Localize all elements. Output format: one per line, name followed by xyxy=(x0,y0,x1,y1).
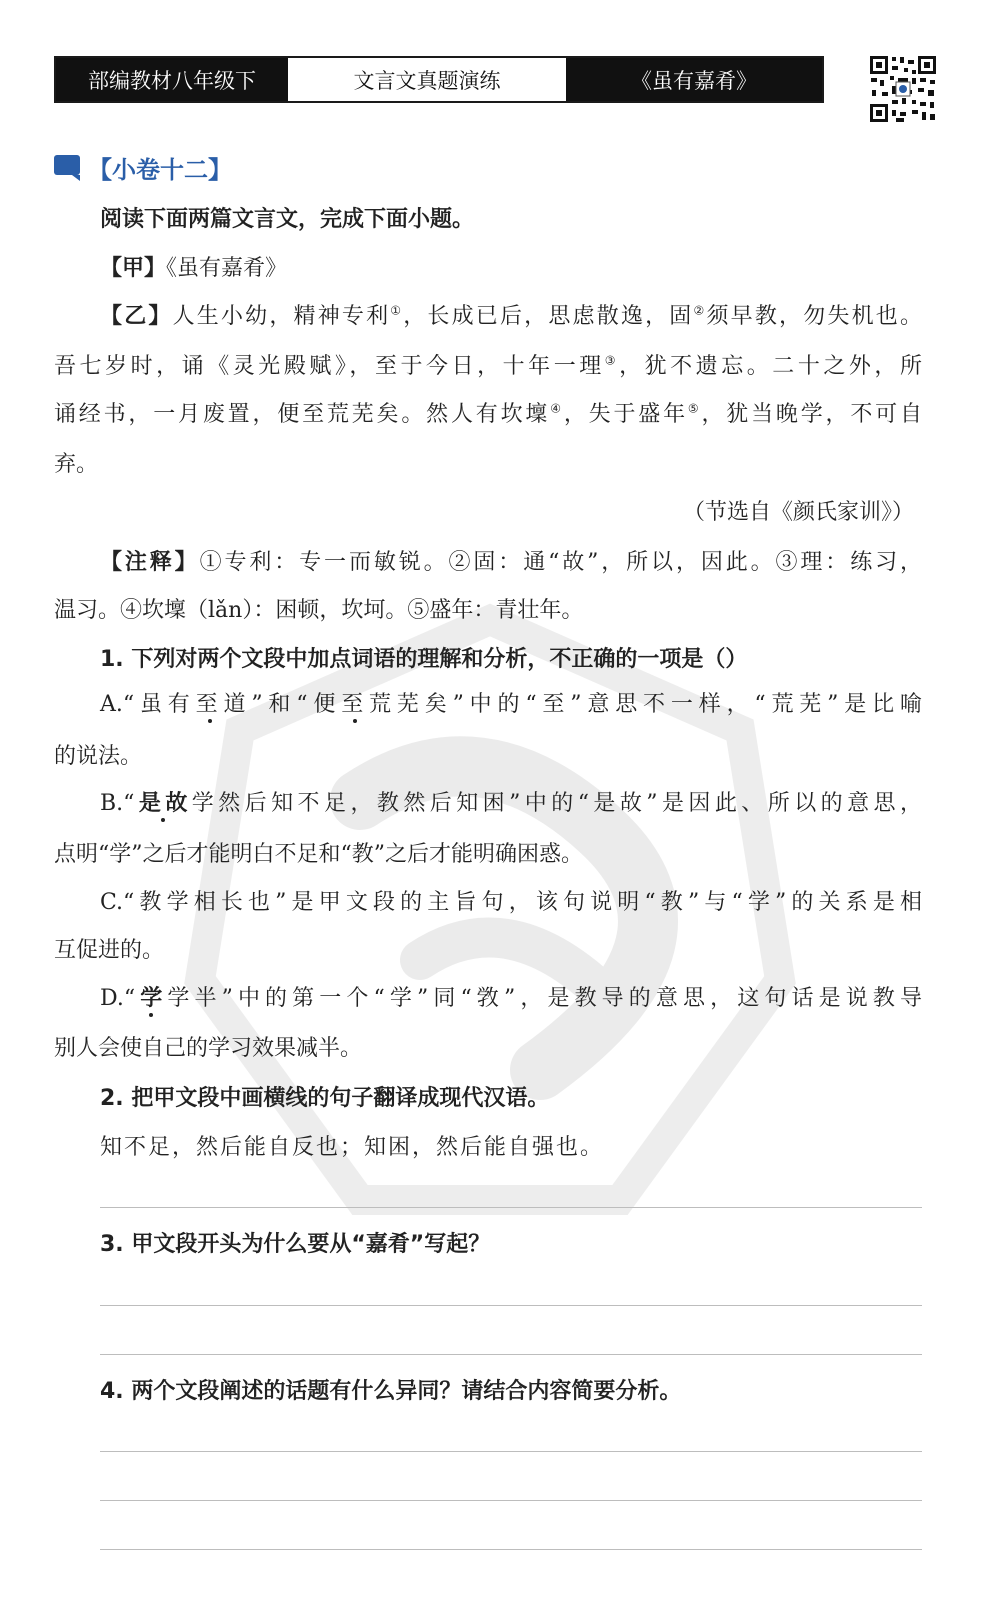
answer-line[interactable] xyxy=(100,1500,922,1501)
q1-option-d-cont: 别人会使自己的学习效果减半。 xyxy=(54,1036,363,1061)
footnote-mark: ④ xyxy=(550,401,564,416)
dotted-word: 是故 xyxy=(134,790,192,816)
dotted-word: 至 xyxy=(341,692,370,717)
option-text: 荒芜矣”中的“至”意思不一样，“荒芜”是比喻 xyxy=(369,692,922,717)
yi-text: 吾七岁时，诵《灵光殿赋》，至于今日，十年一理 xyxy=(54,354,605,379)
yi-text: ，犹当晚学，不可自 xyxy=(701,402,922,427)
yi-text: 须早教，勿失机也。 xyxy=(706,304,922,329)
option-text: B.“ xyxy=(100,791,135,816)
q1-option-a-cont: 的说法。 xyxy=(54,744,143,769)
yi-text: ，长成已后，思虑散逸，固 xyxy=(403,304,694,329)
q1-stem: 1. 下列对两个文段中加点词语的理解和分析，不正确的一项是（） xyxy=(100,647,748,672)
q1-option-c-cont: 互促进的。 xyxy=(54,938,165,963)
yi-text: 诵经书，一月废置，便至荒芜矣。然人有坎壈 xyxy=(54,402,551,427)
notes-line-1 xyxy=(100,548,922,578)
option-text: D.“ xyxy=(100,986,136,1011)
q1-option-a xyxy=(100,690,922,720)
footnote-mark: ⑤ xyxy=(687,401,702,416)
jia-title: 《虽有嘉肴》 xyxy=(166,256,288,281)
option-text: A.“虽有 xyxy=(100,692,196,717)
option-text: 学然后知不足，教然后知困”中的“是故”是因此、所以的意思， xyxy=(191,791,922,816)
q4-stem: 4. 两个文段阐述的话题有什么异同？请结合内容简要分析。 xyxy=(100,1379,682,1404)
yi-text: 人生小幼，精神专利 xyxy=(172,304,391,329)
q3-stem: 3. 甲文段开头为什么要从“嘉肴”写起？ xyxy=(100,1232,491,1257)
yi-line-4: 弃。 xyxy=(54,452,99,477)
header-bar xyxy=(54,56,824,103)
header-lesson: 《虽有嘉肴》 xyxy=(566,58,822,101)
option-text: 道”和“便 xyxy=(223,692,342,717)
notes-label: 【注释】 xyxy=(100,550,200,575)
q1-option-b-cont: 点明“学”之后才能明白不足和“教”之后才能明确困惑。 xyxy=(54,842,583,867)
yi-source: （节选自《颜氏家训》） xyxy=(682,500,914,525)
yi-line-1 xyxy=(100,302,922,332)
footnote-mark: ③ xyxy=(604,353,620,368)
q1-option-b xyxy=(100,788,922,819)
yi-label: 【乙】 xyxy=(100,304,173,329)
yi-text: ，失于盛年 xyxy=(563,402,688,427)
q2-stem: 2. 把甲文段中画横线的句子翻译成现代汉语。 xyxy=(100,1086,550,1111)
instruction: 阅读下面两篇文言文，完成下面小题。 xyxy=(100,207,475,232)
section-title xyxy=(54,150,232,185)
footnote-mark: ① xyxy=(390,303,404,318)
q1-option-d xyxy=(100,983,922,1014)
passage-jia xyxy=(100,254,287,284)
footnote-mark: ② xyxy=(693,303,707,318)
header-subject: 文言文真题演练 xyxy=(288,58,566,101)
yi-line-3 xyxy=(54,400,922,430)
flag-icon xyxy=(54,155,82,181)
answer-line[interactable] xyxy=(100,1207,922,1208)
section-title-text: 【小卷十二】 xyxy=(88,156,232,184)
yi-text: ，犹不遗忘。二十之外，所 xyxy=(619,354,922,379)
qr-code-icon xyxy=(868,54,938,124)
dotted-word: 至 xyxy=(195,692,224,717)
dotted-word: 学 xyxy=(135,985,168,1011)
option-text: 学半”中的第一个“学”同“敩”，是教导的意思，这句话是说教导 xyxy=(167,986,922,1011)
answer-line[interactable] xyxy=(100,1354,922,1355)
answer-line[interactable] xyxy=(100,1451,922,1452)
answer-line[interactable] xyxy=(100,1549,922,1550)
jia-label: 【甲】 xyxy=(100,256,167,281)
q2-sentence: 知不足，然后能自反也；知困，然后能自强也。 xyxy=(100,1135,605,1160)
answer-line[interactable] xyxy=(100,1305,922,1306)
yi-line-2 xyxy=(54,352,922,382)
notes-line-2: 温习。④坎壈（lǎn）：困顿，坎坷。⑤盛年：青壮年。 xyxy=(54,598,584,623)
notes-text: ①专利：专一而敏锐。②固：通“故”，所以，因此。③理：练习， xyxy=(199,550,922,575)
q1-option-c: C.“教学相长也”是甲文段的主旨句，该句说明“教”与“学”的关系是相 xyxy=(100,890,922,915)
header-grade: 部编教材八年级下 xyxy=(56,58,288,101)
